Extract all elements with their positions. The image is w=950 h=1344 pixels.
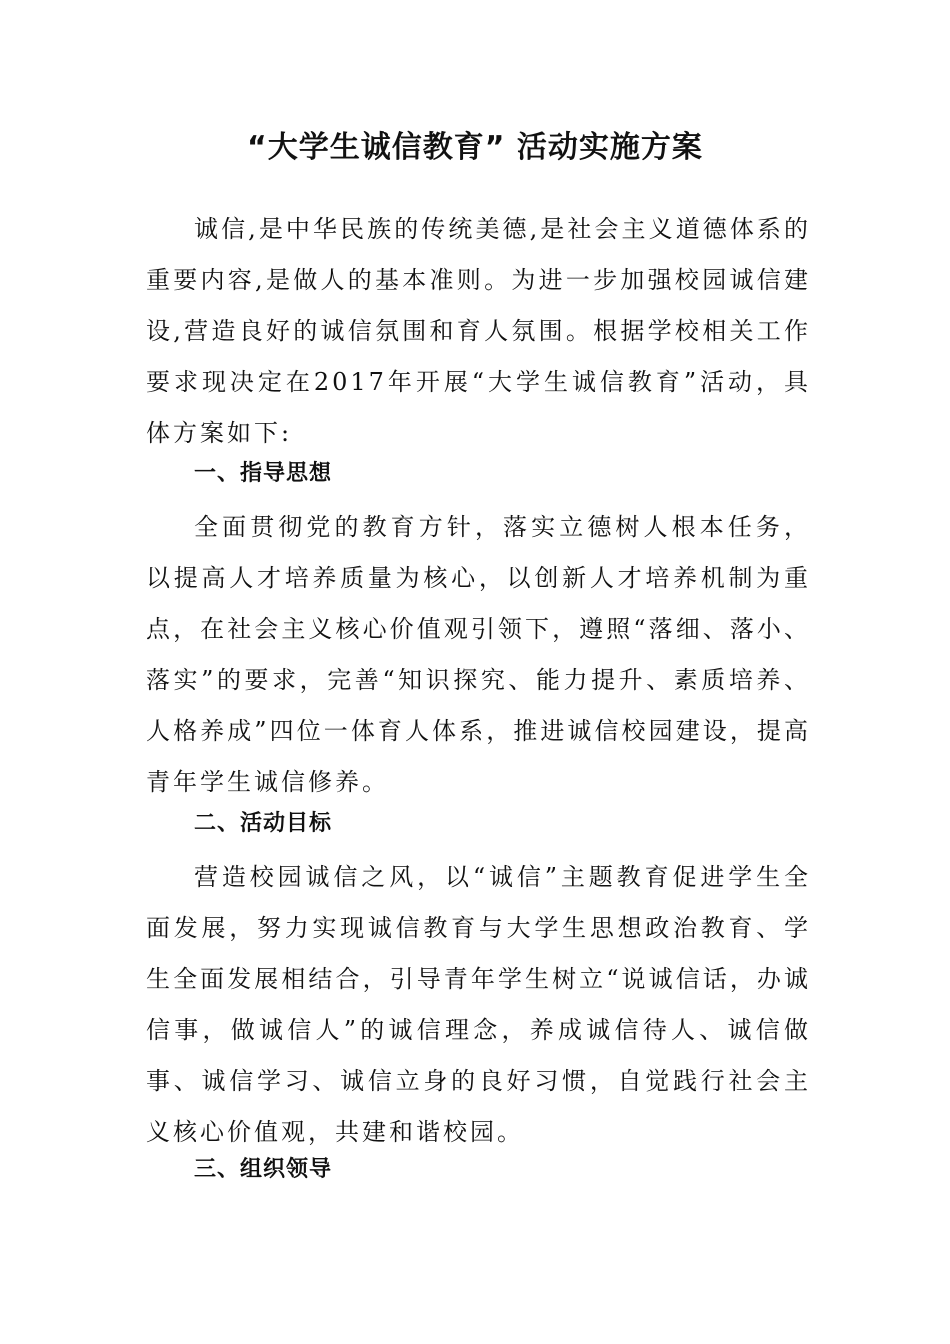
section-body-activity-goals: 营造校园诚信之风，以“诚信”主题教育促进学生全面发展，努力实现诚信教育与大学生思想政治教育、学生全面发展相结合，引导青年学生树立“说诚信话，办诚信事，做诚信人”的诚信理念，养成诚信待人、诚信做事、诚信学习、诚信立身的良好习惯，自觉践行社会主义核心价值观，共建和谐校园。 (146, 863, 811, 1146)
section-heading-activity-goals: 二、活动目标 (194, 811, 333, 836)
section-body-guiding-ideology: 全面贯彻党的教育方针，落实立德树人根本任务，以提高人才培养质量为核心，以创新人才培养机制为重点，在社会主义核心价值观引领下，遵照“落细、落小、落实”的要求，完善“知识探究、能力提升、素质培养、人格养成”四位一体育人体系，推进诚信校园建设，提高青年学生诚信修养。 (146, 513, 811, 796)
intro-paragraph: 诚信,是中华民族的传统美德,是社会主义道德体系的重要内容,是做人的基本准则。为进一步加强校园诚信建设,营造良好的诚信氛围和育人氛围。根据学校相关工作要求现决定在2017年开展“大学生诚信教育”活动，具体方案如下: (146, 215, 811, 447)
section-heading-organization-leadership: 三、组织领导 (194, 1157, 333, 1182)
document-title: “大学生诚信教育” 活动实施方案 (247, 130, 703, 165)
section-heading-guiding-ideology: 一、指导思想 (194, 461, 333, 486)
